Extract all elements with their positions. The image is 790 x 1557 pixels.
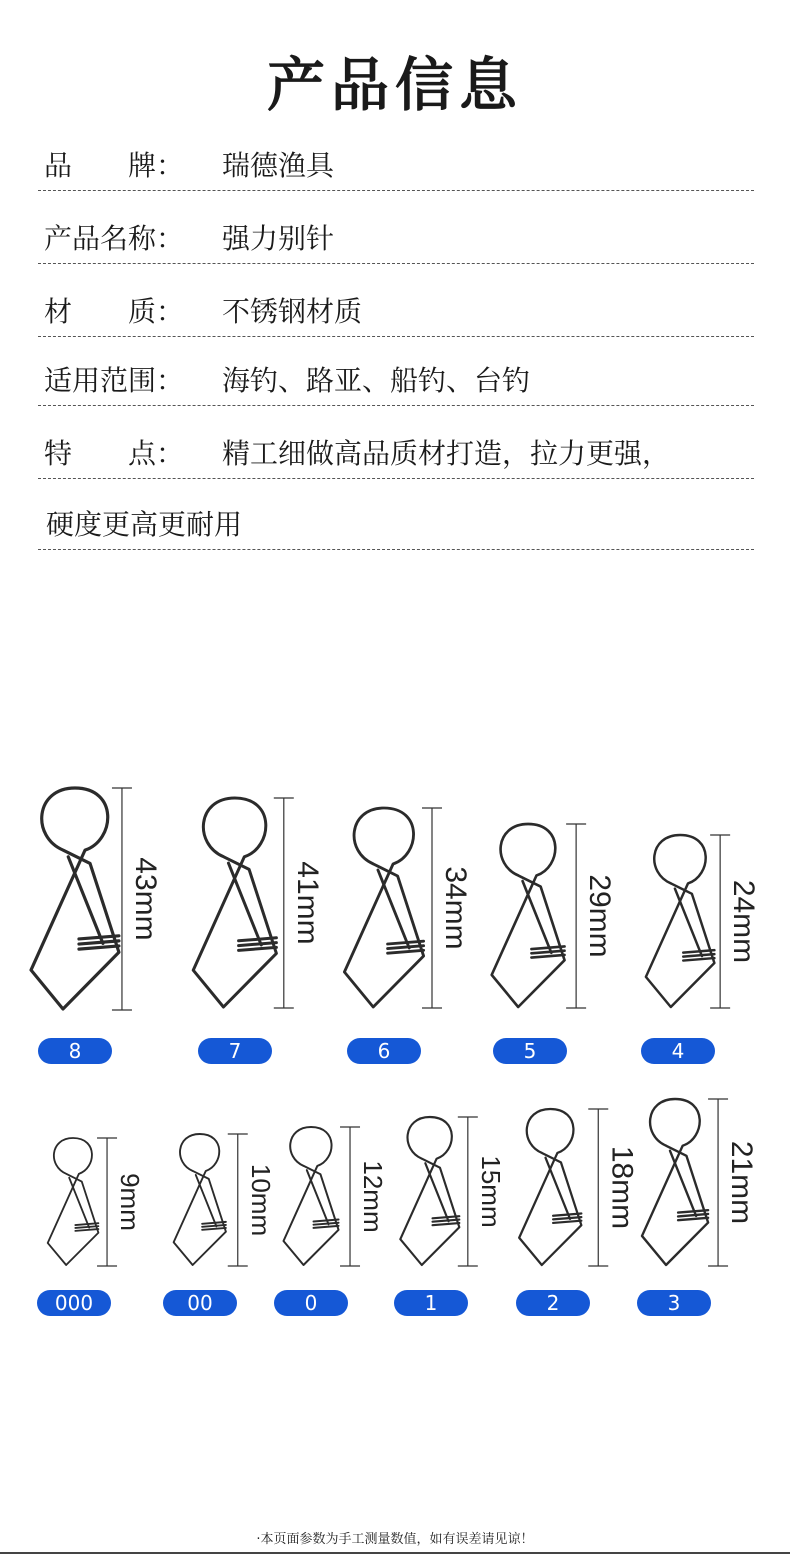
- size-badge: 2: [516, 1290, 590, 1316]
- info-value: 瑞德渔具: [222, 149, 335, 182]
- info-row-product-name: [38, 212, 754, 264]
- length-label: 24mm: [726, 879, 760, 964]
- snap-pin-icon: [519, 1109, 581, 1265]
- info-value: 强力别针: [222, 222, 335, 255]
- snap-pin-icon: [193, 798, 276, 1007]
- length-label: 21mm: [724, 1140, 758, 1225]
- row1-pin-8: [29, 786, 172, 1012]
- row1-pin-5: [489, 822, 626, 1010]
- info-value: 海钓、路亚、船钓、台钓: [222, 364, 531, 397]
- row2-pin-1: [397, 1115, 518, 1268]
- length-label: 12mm: [357, 1160, 388, 1233]
- info-label: 适用范围：: [44, 364, 185, 397]
- size-badge: 8: [38, 1038, 112, 1064]
- length-label: 18mm: [604, 1145, 638, 1230]
- dimension-line: [340, 1127, 360, 1266]
- row2-pin-00: [170, 1132, 288, 1268]
- info-value: 精工细做高品质材打造，拉力更强，: [222, 437, 671, 470]
- info-row-features: [38, 428, 754, 479]
- size-badge: 00: [163, 1290, 237, 1316]
- page-title: 产品信息: [266, 51, 523, 119]
- footer-divider: [0, 1552, 790, 1554]
- row2-pin-2: [516, 1107, 648, 1268]
- dimension-line: [274, 798, 294, 1008]
- length-label: 9mm: [114, 1173, 145, 1231]
- dimension-line: [422, 808, 442, 1008]
- info-label: 品 牌：: [44, 149, 185, 182]
- snap-pin-icon: [344, 808, 423, 1007]
- row1-pin-4: [643, 833, 770, 1010]
- info-row-usage: [38, 356, 754, 406]
- row1-pin-7: [191, 796, 334, 1010]
- size-badge: 4: [641, 1038, 715, 1064]
- length-label: 41mm: [290, 861, 324, 945]
- info-value: 不锈钢材质: [222, 295, 363, 328]
- size-badge: 3: [637, 1290, 711, 1316]
- snap-pin-icon: [400, 1117, 459, 1265]
- info-label: 产品名称：: [44, 222, 185, 255]
- length-label: 34mm: [439, 866, 472, 950]
- size-badge: 000: [37, 1290, 111, 1316]
- dimension-line: [112, 788, 132, 1010]
- size-badge: 5: [493, 1038, 567, 1064]
- length-label: 43mm: [128, 857, 162, 941]
- info-row-brand: [38, 140, 754, 191]
- size-badge: 6: [347, 1038, 421, 1064]
- snap-pin-icon: [642, 1099, 708, 1265]
- row1-pin-6: [342, 806, 482, 1010]
- footer-note: ·本页面参数为手工测量数值，如有误差请见谅！: [256, 1532, 534, 1547]
- size-badge: 7: [198, 1038, 272, 1064]
- snap-pin-icon: [646, 835, 715, 1007]
- dimension-line: [708, 1099, 728, 1266]
- dimension-line: [566, 824, 586, 1008]
- row2-pin-3: [639, 1097, 768, 1268]
- snap-pin-icon: [174, 1134, 226, 1265]
- dimension-line: [458, 1117, 478, 1266]
- snap-pin-icon: [31, 788, 119, 1009]
- length-label: 10mm: [245, 1163, 276, 1237]
- snap-pin-icon: [48, 1138, 99, 1265]
- row2-pin-000: [44, 1136, 157, 1268]
- dimension-line: [97, 1138, 117, 1266]
- info-value-continued: 硬度更高更耐用: [46, 508, 243, 541]
- dimension-line: [228, 1134, 248, 1266]
- info-label: 特 点：: [44, 437, 185, 470]
- size-badge: 1: [394, 1290, 468, 1316]
- info-row-material: [38, 285, 754, 337]
- info-label: 材 质：: [44, 295, 185, 328]
- info-row-features-continued: [38, 500, 754, 550]
- snap-pin-icon: [492, 824, 565, 1007]
- size-badge: 0: [274, 1290, 348, 1316]
- length-label: 15mm: [475, 1155, 506, 1228]
- length-label: 29mm: [582, 874, 616, 958]
- snap-pin-icon: [283, 1127, 338, 1265]
- row2-pin-0: [280, 1125, 400, 1268]
